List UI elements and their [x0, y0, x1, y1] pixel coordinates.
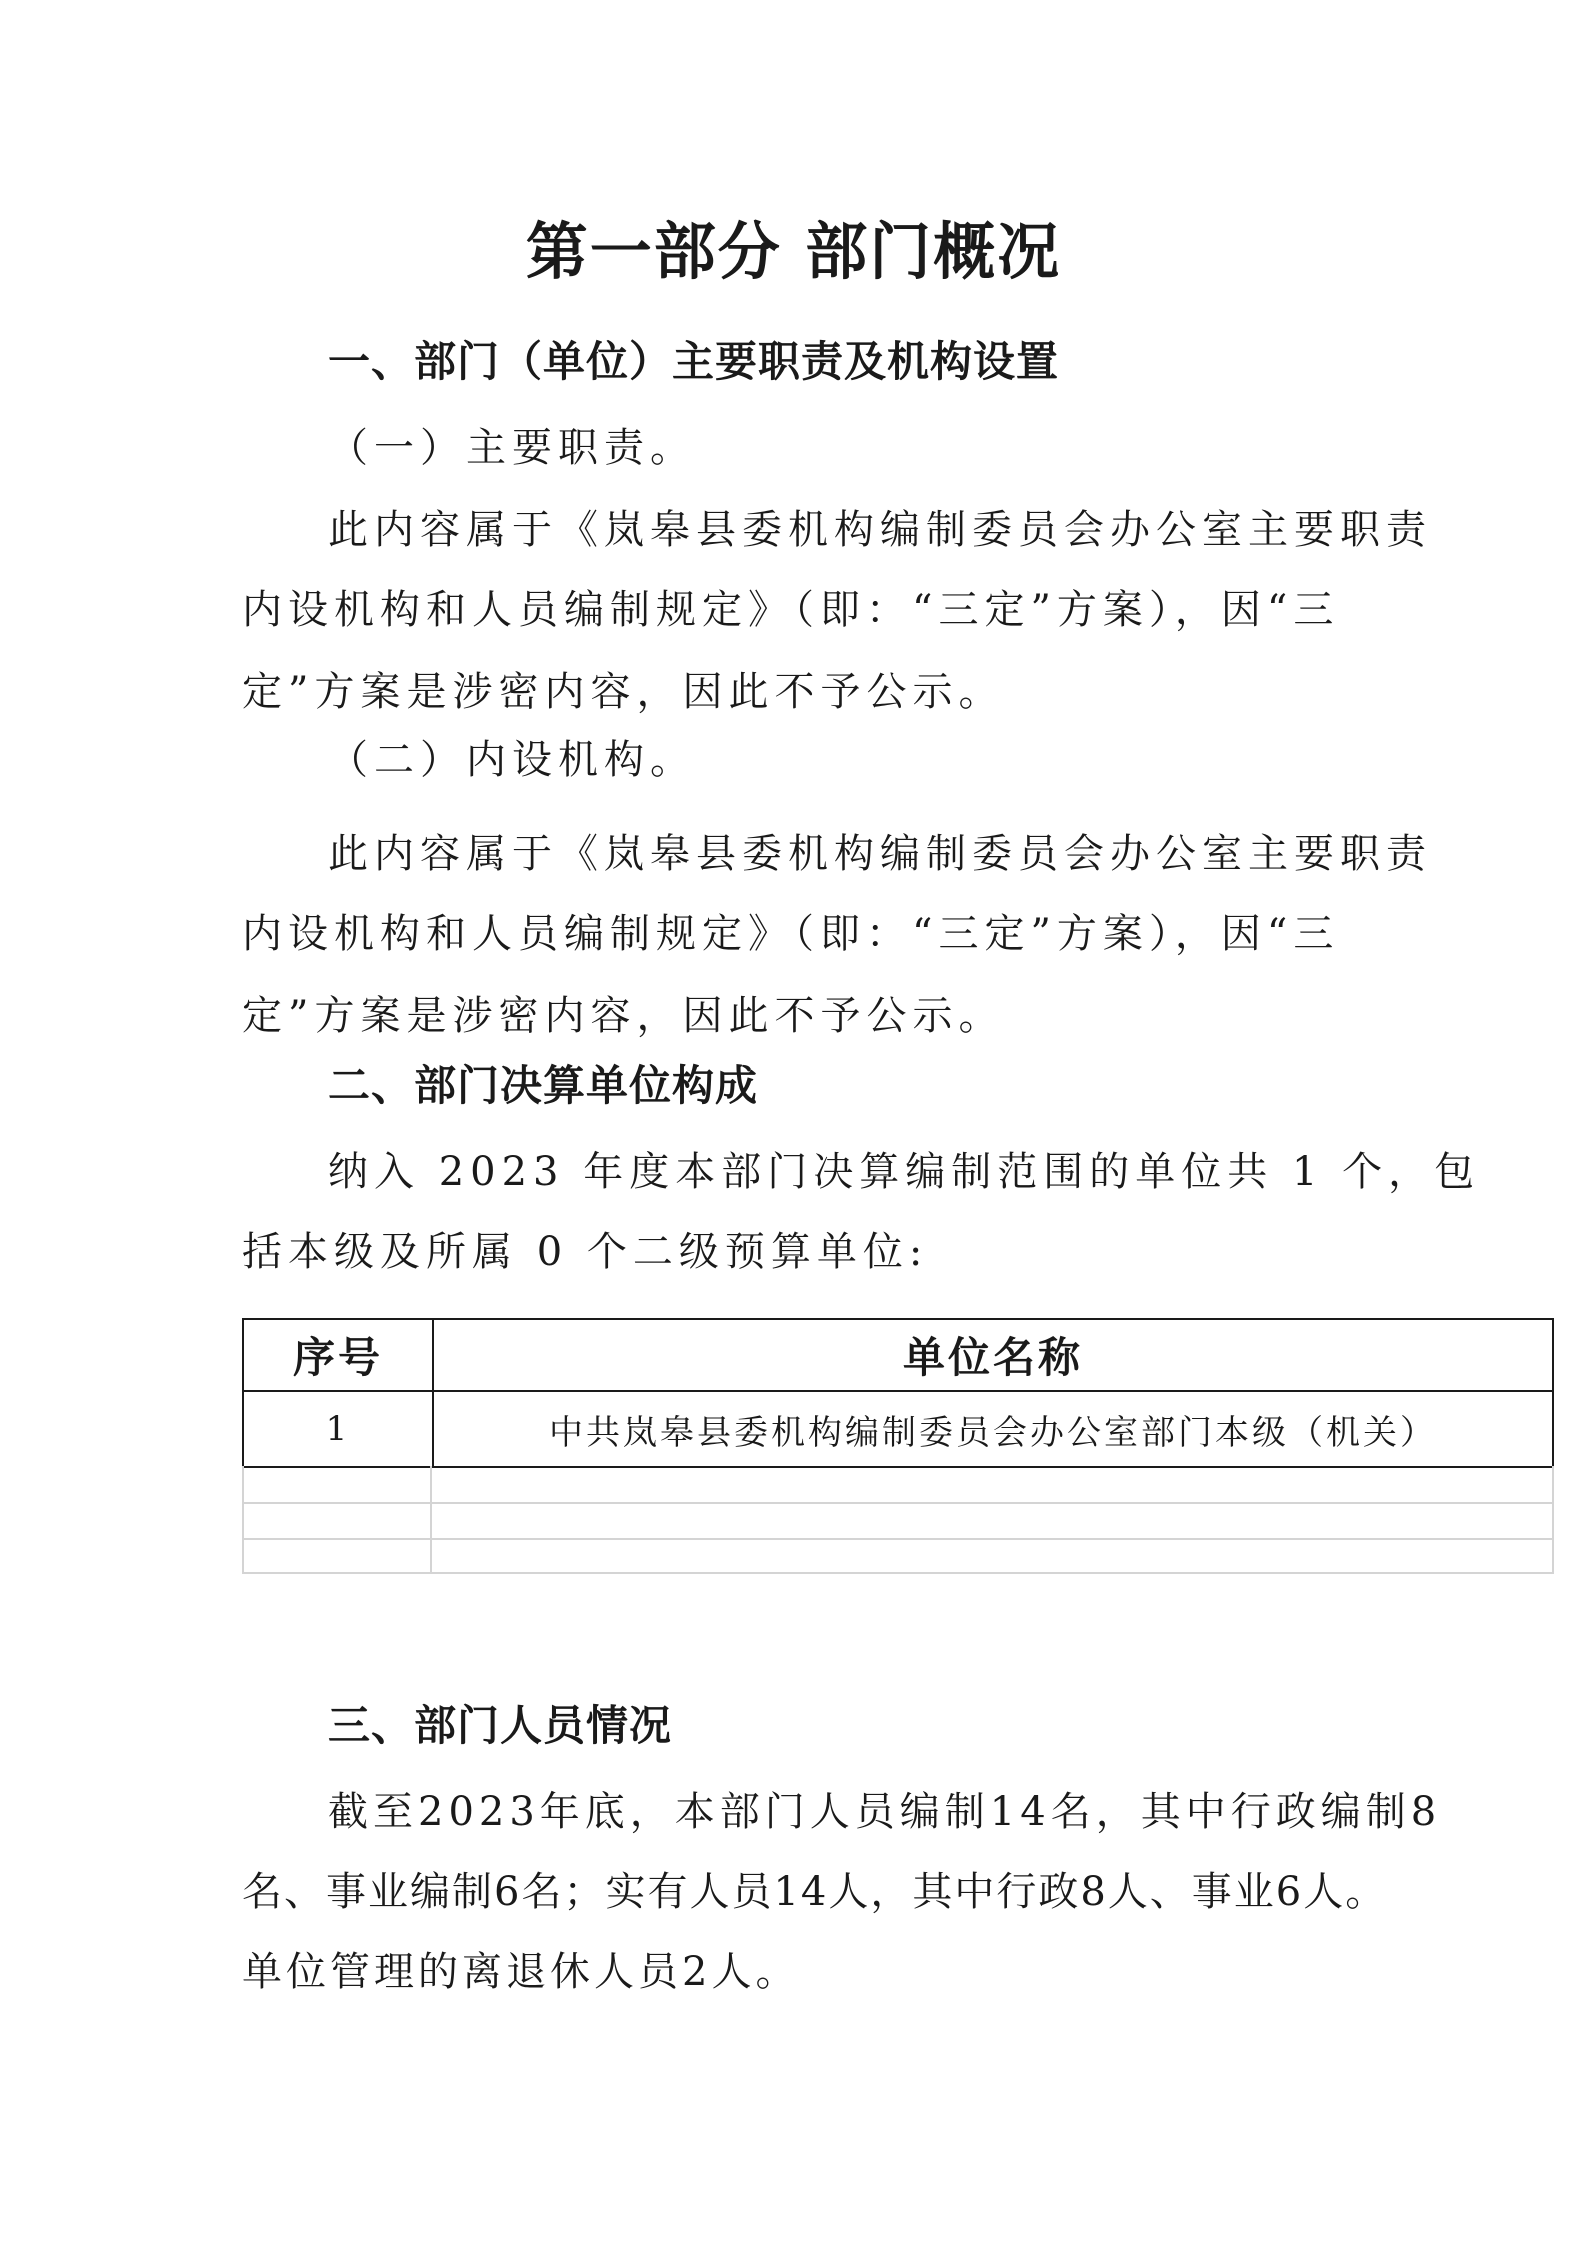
section2-heading: 二、部门决算单位构成	[328, 1061, 759, 1110]
section1-sub1-line: 定”方案是涉密内容，因此不予公示。	[242, 669, 1005, 715]
section1-sub2-line: 此内容属于《岚皋县委机构编制委员会办公室主要职责	[328, 831, 1432, 877]
gridline	[242, 1572, 1554, 1574]
section1-sub1-line: 内设机构和人员编制规定》（即：“三定”方案），因“三	[242, 587, 1340, 633]
empty-table-gridlines	[242, 1466, 1554, 1574]
section1-sub1-heading: （一）主要职责。	[328, 425, 696, 471]
page-title: 第一部分 部门概况	[525, 215, 1062, 288]
section1-heading: 一、部门（单位）主要职责及机构设置	[328, 337, 1060, 386]
table-header-name: 单位名称	[433, 1319, 1553, 1391]
table-header-row	[243, 1319, 1553, 1391]
section3-heading: 三、部门人员情况	[328, 1701, 673, 1750]
section3-line: 名、事业编制6名；实有人员14人，其中行政8人、事业6人。	[242, 1869, 1388, 1915]
unit-table	[242, 1318, 1554, 1468]
table-row	[243, 1391, 1553, 1467]
gridline	[1552, 1466, 1554, 1574]
gridline	[242, 1538, 1554, 1540]
section2-line: 纳入 2023 年度本部门决算编制范围的单位共 1 个，包	[328, 1149, 1481, 1195]
section1-sub1-line: 此内容属于《岚皋县委机构编制委员会办公室主要职责	[328, 507, 1432, 553]
gridline	[242, 1502, 1554, 1504]
table-cell-seq: 1	[243, 1391, 433, 1467]
table-header-seq: 序号	[243, 1319, 433, 1391]
section2-line: 括本级及所属 0 个二级预算单位:	[242, 1229, 929, 1275]
section1-sub2-line: 内设机构和人员编制规定》（即：“三定”方案），因“三	[242, 911, 1340, 957]
section3-line: 截至2023年底，本部门人员编制14名，其中行政编制8	[328, 1789, 1442, 1835]
section1-sub2-line: 定”方案是涉密内容，因此不予公示。	[242, 993, 1005, 1039]
section1-sub2-heading: （二）内设机构。	[328, 737, 696, 783]
section3-line: 单位管理的离退休人员2人。	[242, 1949, 800, 1995]
table-cell-name: 中共岚皋县委机构编制委员会办公室部门本级（机关）	[433, 1391, 1553, 1467]
gridline	[242, 1466, 244, 1574]
gridline	[430, 1466, 432, 1574]
